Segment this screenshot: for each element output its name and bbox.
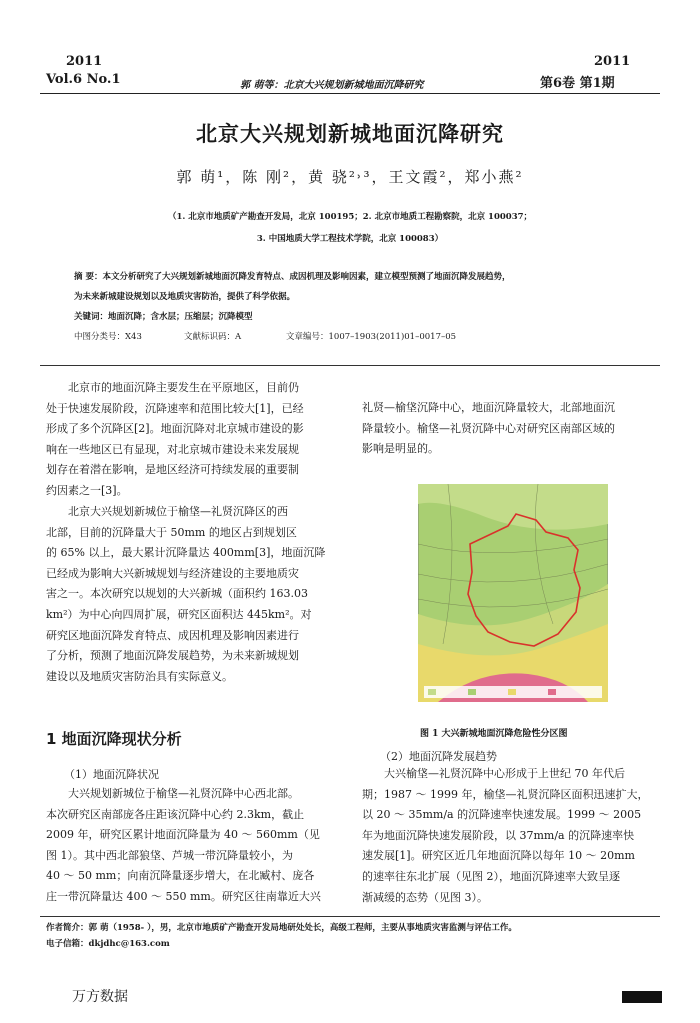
- line: 本次研究区南部庞各庄距该沉降中心约 2.3km，截止: [46, 807, 305, 821]
- legend-swatch: [508, 689, 516, 695]
- line: 以 20 ～ 35mm/a 的沉降速率快速发展。1999 ～ 2005: [362, 808, 642, 822]
- line: 了分析，预测了地面沉降发展趋势，为未来新城规划: [46, 649, 299, 663]
- line: 响在一些地区已有显现，对北京城市建设未来发展规: [46, 442, 299, 456]
- line: 约因素之一[3]。: [46, 483, 128, 497]
- legend-swatch: [468, 689, 476, 695]
- affiliation-line-2: 3. 中国地质大学工程技术学院，北京 100083）: [256, 234, 444, 244]
- line: 害之一。本次研究以规划的大兴新城（面积约 163.03: [46, 587, 308, 601]
- abstract-text-1: 本文分析研究了大兴规划新城地面沉降发育特点、成因机理及影响因素，建立模型预测了地面沉降发展趋势，: [102, 272, 511, 282]
- paper-title: 北京大兴规划新城地面沉降研究: [196, 122, 504, 146]
- keywords-text: 地面沉降；含水层；压缩层；沉降模型: [108, 312, 253, 322]
- right-paragraph-2: [362, 764, 662, 908]
- header-year-left: 2011: [66, 54, 103, 69]
- line: 北京大兴规划新城位于榆垡—礼贤沉降区的西: [68, 505, 288, 518]
- line: 北京市的地面沉降主要发生在平原地区，目前仍: [68, 381, 299, 394]
- line: 图 1）。其中西北部狼垡、芦城一带沉降量较小，为: [46, 848, 293, 862]
- article-number: 文章编号：1007–1903(2011)01–0017–05: [286, 332, 457, 342]
- abstract-text-2: 为未来新城建设规划以及地质灾害防治，提供了科学依据。: [74, 292, 296, 302]
- line: km²）为中心向四周扩展，研究区面积达 445km²。对: [46, 607, 312, 621]
- header-volume-right: 第6卷 第1期: [540, 76, 615, 91]
- line: 大兴榆垡—礼贤沉降中心形成于上世纪 70 年代后: [384, 767, 625, 780]
- line: 已经成为影响大兴新城规划与经济建设的主要地质灾: [46, 566, 299, 580]
- line: 降量较小。榆垡—礼贤沉降中心对研究区南部区域的: [362, 421, 615, 435]
- line: 影响是明显的。: [362, 442, 439, 456]
- author-email: 电子信箱：dkjdhc@163.com: [46, 939, 170, 949]
- figure-1-caption: 图 1 大兴新城地面沉降危险性分区图: [420, 729, 568, 739]
- line: 年为地面沉降快速发展阶段，以 37mm/a 的沉降速率快: [362, 828, 635, 842]
- line: 的速率往东北扩展（见图 2），地面沉降速率大致呈逐: [362, 869, 620, 883]
- line: 2009 年，研究区累计地面沉降量为 40 ～ 560mm（见: [46, 828, 320, 842]
- subsection-heading-2: （2）地面沉降发展趋势: [380, 750, 497, 763]
- line: 期；1987 ～ 1999 年，榆垡—礼贤沉降区面积迅速扩大，: [362, 787, 649, 801]
- keywords-label: 关键词：: [74, 312, 109, 322]
- body-paragraph-3: [46, 784, 356, 908]
- abstract-rule: [40, 365, 660, 366]
- keywords: [74, 310, 253, 322]
- line: 庄一带沉降量达 400 ～ 550 mm。研究区往南靠近大兴: [46, 889, 321, 903]
- line: 形成了多个沉降区[2]。地面沉降对北京城市建设的影: [46, 422, 304, 436]
- line: 处于快速发展阶段，沉降速率和范围比较大[1]，已经: [46, 401, 304, 415]
- line: 北部，目前的沉降量大于 50mm 的地区占到规划区: [46, 525, 297, 539]
- line: 渐减缓的态势（见图 3）。: [362, 890, 488, 904]
- legend-swatch: [428, 689, 436, 695]
- header-rule: [40, 93, 660, 94]
- affiliation-line-1: （1. 北京市地质矿产勘查开发局，北京 100195；2. 北京市地质工程勘察院，北京 100037；: [167, 212, 533, 222]
- legend-swatch: [548, 689, 556, 695]
- intro-paragraph-2: [46, 502, 356, 687]
- author-list: 郭 萌¹，陈 刚²，黄 骁²˒³，王文霞²，郑小燕²: [176, 168, 524, 186]
- running-title: 郭 萌等：北京大兴规划新城地面沉降研究: [240, 80, 424, 91]
- figure-1-map: [418, 484, 608, 702]
- watermark-text: 万方数据: [72, 989, 128, 1005]
- line: 研究区地面沉降发育特点、成因机理及影响因素进行: [46, 628, 299, 642]
- document-code: 文献标识码：A: [184, 332, 242, 342]
- author-bio: 作者简介：郭 萌（1958- ），男，北京市地质矿产勘查开发局地研处处长，高级工程师，主要从事地质灾害监测与评估工作。: [46, 923, 517, 933]
- footnote-rule: [40, 916, 660, 917]
- subsection-heading-1: （1）地面沉降状况: [64, 768, 159, 781]
- line: 40 ～ 50 mm；向南沉降量逐步增大，在北臧村、庞各: [46, 869, 315, 883]
- intro-paragraph-1: [46, 378, 356, 502]
- line: 的 65% 以上，最大累计沉降量达 400mm[3]，地面沉降: [46, 546, 326, 560]
- abstract-label: 摘 要：: [74, 272, 103, 282]
- header-volume-left: Vol.6 No.1: [46, 72, 121, 87]
- line: 礼贤—榆垡沉降中心，地面沉降量较大，北部地面沉: [362, 401, 615, 414]
- line: 建设以及地质灾害防治具有实际意义。: [46, 669, 233, 683]
- line: 大兴规划新城位于榆垡—礼贤沉降中心西北部。: [68, 787, 299, 800]
- corner-mark: [622, 991, 662, 1003]
- header-year-right: 2011: [594, 54, 631, 69]
- hazard-zoning-map: [418, 484, 608, 702]
- right-paragraph-1: [362, 398, 662, 460]
- abstract: [74, 270, 510, 282]
- section-heading-1: 1 地面沉降现状分析: [46, 730, 182, 748]
- line: 速发展[1]。研究区近几年地面沉降以每年 10 ～ 20mm: [362, 849, 635, 863]
- line: 划存在着潜在影响，是地区经济可持续发展的重要制: [46, 463, 299, 477]
- clc-number: 中图分类号：X43: [74, 332, 142, 342]
